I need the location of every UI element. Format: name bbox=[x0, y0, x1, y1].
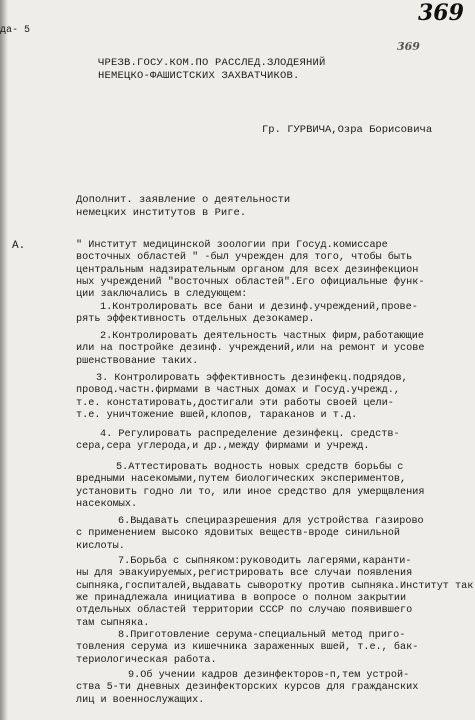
title-line-1: Дополнит. заявление о деятельности bbox=[76, 194, 291, 206]
paragraph-8-line: там сыпняка. bbox=[76, 617, 150, 629]
title-line-2: немецких институтов в Риге. bbox=[76, 207, 247, 219]
paragraph-4-line: т.е. уничтожение вшей,клопов, тараканов и т.д. bbox=[76, 409, 358, 421]
paragraph-9-line: 8.Приготовление серума-специальный метод приго- bbox=[118, 630, 406, 641]
paragraph-7-line: 6.Выдавать специразрешения для устройства газирово bbox=[118, 516, 424, 527]
paragraph-1-line: " Институт медицинской зоологии при Госуд.комиссаре bbox=[76, 240, 388, 251]
paragraph-8-line: ны для эвакуируемых,регистрировать все случаи появления bbox=[76, 568, 413, 580]
paragraph-9-line: товления серума из кишечника зараженных вшей, т.е., бак- bbox=[76, 642, 419, 654]
paragraph-3-line: ршенствование таких. bbox=[76, 355, 199, 367]
paragraph-4-line: т.е. констатировать,достигали эти работы своей цели- bbox=[76, 397, 394, 409]
paragraph-8-line: сыпняка,госпиталей,выдавать сыворотку против сыпняка.Институт так bbox=[76, 580, 474, 592]
paragraph-2-line: рять эффективность отдельных дезокамер. bbox=[76, 314, 315, 326]
paragraph-5-line: 4. Регулировать распределение дезинфекц. средств- bbox=[100, 429, 400, 440]
file-reference: да- 5 bbox=[0, 25, 31, 36]
paragraph-4-line: 3. Контролировать эффективность дезинфекц.подрядов, bbox=[96, 373, 408, 384]
paragraph-6-line: вредными насекомыми,путем биологических экспериментов, bbox=[76, 474, 407, 486]
paragraph-8-line: же принадлежала инициатива в вопросе о полном закрытии bbox=[76, 592, 407, 604]
header-line-1: ЧРЕЗВ.ГОСУ.КОМ.ПО РАССЛЕД.ЗЛОДЕЯНИЙ bbox=[98, 57, 326, 69]
paragraph-3-line: или на постройке дезинф. учреждений,или на ремонт и усове bbox=[76, 343, 425, 355]
paragraph-2-line: 1.Контролировать все бани и дезинф.учреждений,прове- bbox=[100, 302, 418, 313]
paragraph-6-line: 5.Аттестировать водность новых средств борьбы с bbox=[116, 462, 404, 473]
margin-mark: А. bbox=[12, 240, 26, 252]
handwritten-page-number: 369 bbox=[418, 0, 464, 26]
stamped-page-number: 369 bbox=[397, 40, 420, 53]
addressee: Гр. ГУРВИЧА,Озра Борисовича bbox=[262, 124, 433, 136]
scan-edge-shadow bbox=[0, 0, 8, 720]
paragraph-6-line: установить годно ли то, или иное средство для умерщвления bbox=[76, 486, 425, 498]
paragraph-1-line: ции заключались в следующем: bbox=[76, 289, 248, 301]
paragraph-10-line: 9.Об учении кадров дезинфекторов-п,тем устрой- bbox=[128, 670, 410, 681]
paragraph-8-line: 7.Борьба с сыпняком:руководить лагерями,каранти- bbox=[118, 556, 412, 567]
paragraph-1-line: ных учреждений "восточных областей".Его официальные функ- bbox=[76, 276, 425, 288]
paragraph-1-line: восточных областей " -был учрежден для того, чтобы быть bbox=[76, 252, 413, 264]
paragraph-8-line: отдельных областей территории СССР по случаю появившего bbox=[76, 605, 413, 617]
paragraph-10-line: ства 5-ти дневных дезинфекторских курсов для гражданских bbox=[76, 682, 419, 694]
paragraph-6-line: насекомых. bbox=[76, 498, 138, 510]
paragraph-7-line: кислоты. bbox=[76, 540, 125, 552]
header-line-2: НЕМЕЦКО-ФАШИСТСКИХ ЗАХВАТЧИКОВ. bbox=[98, 70, 300, 82]
paragraph-5-line: сера,сера углерода,и др.,между фирмами и учрежд. bbox=[76, 441, 370, 453]
paragraph-9-line: териологическая работа. bbox=[76, 654, 217, 666]
paragraph-7-line: с применением высоко ядовитых веществ-вроде синильной bbox=[76, 528, 401, 540]
paragraph-10-line: лиц и военнослужащих. bbox=[76, 694, 205, 706]
paragraph-3-line: 2.Контролировать деятельность частных фирм,работающие bbox=[100, 331, 425, 342]
paragraph-1-line: центральным надзирательным органом для всех дезинфекцион bbox=[76, 264, 419, 276]
paragraph-4-line: провод.частн.фирмами в частных домах и Госуд.учрежд., bbox=[76, 385, 401, 397]
